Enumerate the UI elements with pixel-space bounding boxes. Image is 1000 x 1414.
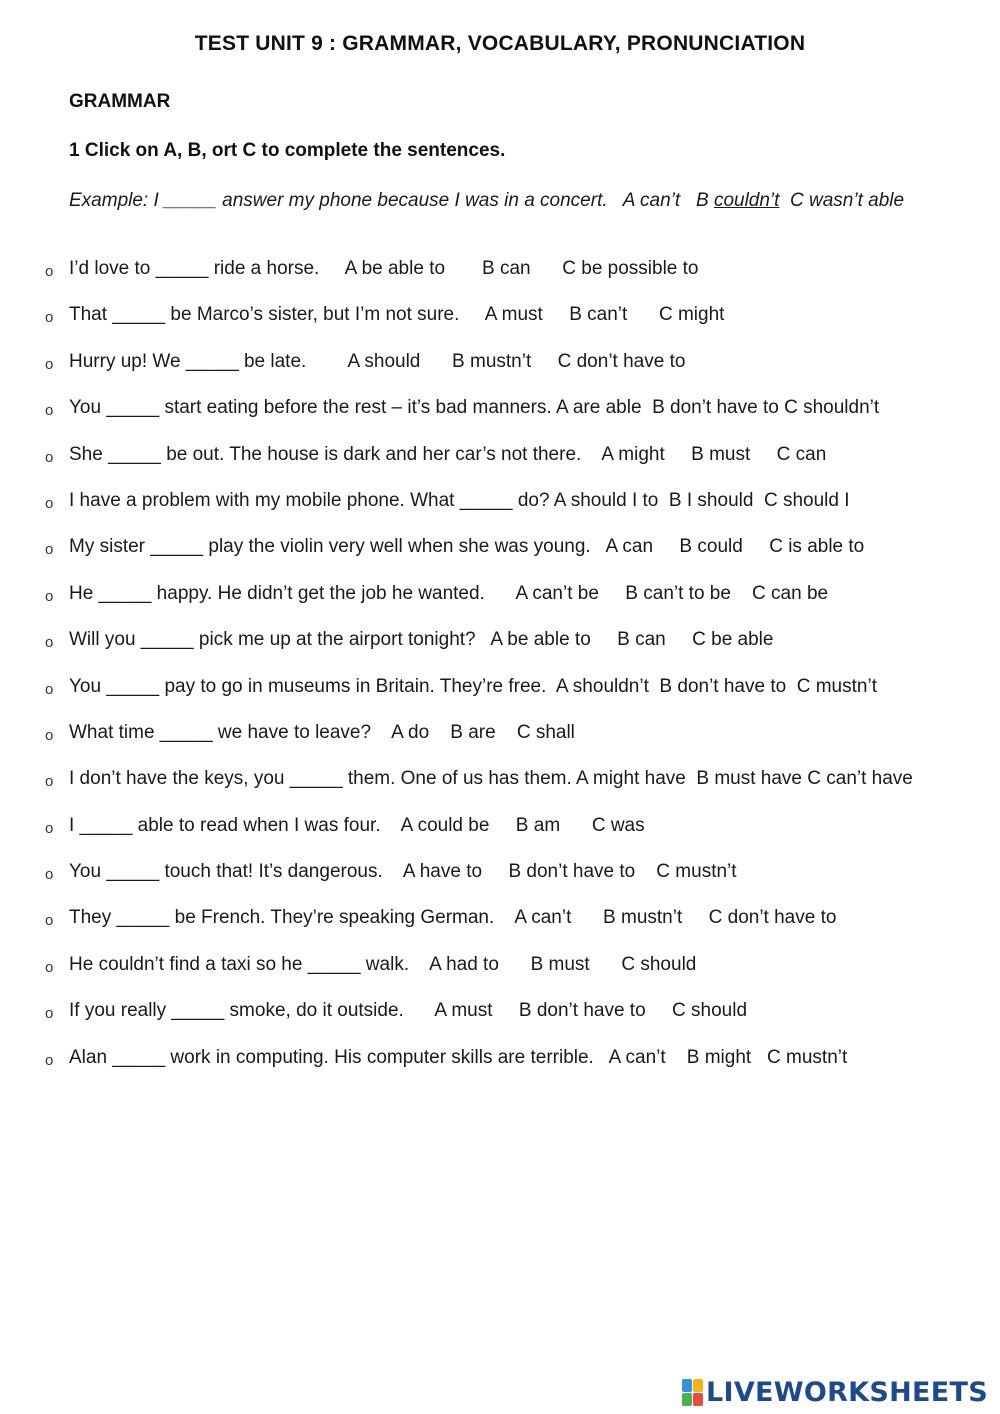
question-item <box>0 490 1000 536</box>
bullet-icon: o <box>45 680 54 698</box>
question-text[interactable]: Alan _____ work in computing. His computer skills are terrible. A can’t B might C mustn’t <box>69 1046 848 1068</box>
question-item <box>0 444 1000 490</box>
question-text[interactable]: I’d love to _____ ride a horse. A be able to B can C be possible to <box>69 258 699 279</box>
question-text[interactable]: I don’t have the keys, you _____ them. One of us has them. A might have B must have C can’t have <box>69 768 913 790</box>
question-item <box>0 907 1000 953</box>
question-item <box>0 351 1000 397</box>
question-text[interactable]: Hurry up! We _____ be late. A should B mustn’t C don’t have to <box>69 350 686 372</box>
bullet-icon: o <box>45 819 54 837</box>
bullet-icon: o <box>45 355 54 373</box>
question-text[interactable]: That _____ be Marco’s sister, but I’m not sure. A must B can’t C might <box>69 304 725 326</box>
bullet-icon: o <box>45 773 54 791</box>
question-item <box>0 815 1000 861</box>
logo-square <box>693 1379 703 1392</box>
bullet-icon: o <box>45 1005 54 1023</box>
question-item <box>0 583 1000 629</box>
question-text[interactable]: She _____ be out. The house is dark and her car’s not there. A might B must C can <box>69 443 827 465</box>
question-item <box>0 536 1000 582</box>
bullet-icon: o <box>45 866 54 884</box>
page-title: TEST UNIT 9 : GRAMMAR, VOCABULARY, PRONUNCIATION <box>194 32 806 55</box>
question-text[interactable]: Will you _____ pick me up at the airport tonight? A be able to B can C be able <box>69 629 774 651</box>
question-text[interactable]: You _____ touch that! It’s dangerous. A have to B don’t have to C mustn’t <box>69 861 737 883</box>
bullet-icon: o <box>45 958 54 976</box>
question-text[interactable]: What time _____ we have to leave? A do B are C shall <box>69 721 575 743</box>
bullet-icon: o <box>45 309 54 327</box>
question-text[interactable]: He couldn’t find a taxi so he _____ walk. A had to B must C should <box>69 953 697 975</box>
example-sentence <box>69 190 904 212</box>
logo-square <box>682 1379 692 1392</box>
question-item <box>0 629 1000 675</box>
example-answer: couldn’t <box>713 190 780 211</box>
question-item <box>0 861 1000 907</box>
exercise-instruction: 1 Click on A, B, ort C to complete the sentences. <box>69 140 506 161</box>
bullet-icon: o <box>45 912 54 930</box>
question-text[interactable]: You _____ start eating before the rest – it’s bad manners. A are able B don’t have to C shouldn’t <box>69 397 880 419</box>
bullet-icon: o <box>45 587 54 605</box>
example-text-end: C wasn’t able <box>779 190 905 211</box>
logo-square <box>693 1393 703 1406</box>
question-text[interactable]: They _____ be French. They’re speaking German. A can’t B mustn’t C don’t have to <box>69 907 837 929</box>
liveworksheets-logo <box>682 1377 988 1408</box>
question-text[interactable]: He _____ happy. He didn’t get the job he wanted. A can’t be B can’t to be C can be <box>69 582 829 604</box>
question-item <box>0 722 1000 768</box>
question-text[interactable]: My sister _____ play the violin very well when she was young. A can B could C is able to <box>69 536 865 558</box>
question-text[interactable]: If you really _____ smoke, do it outside. A must B don’t have to C should <box>69 1000 748 1022</box>
question-text[interactable]: I _____ able to read when I was four. A could be B am C was <box>69 814 645 836</box>
logo-text: LIVEWORKSHEETS <box>705 1377 988 1408</box>
question-text[interactable]: You _____ pay to go in museums in Britain. They’re free. A shouldn’t B don’t have to C mustn’t <box>69 675 877 697</box>
question-item <box>0 304 1000 350</box>
question-item <box>0 768 1000 814</box>
bullet-icon: o <box>45 1051 54 1069</box>
bullet-icon: o <box>45 402 54 420</box>
bullet-icon: o <box>45 448 54 466</box>
bullet-icon: o <box>45 541 54 559</box>
logo-icon <box>682 1379 703 1406</box>
section-heading-grammar: GRAMMAR <box>69 91 171 112</box>
bullet-icon: o <box>45 494 54 512</box>
question-item <box>0 1000 1000 1046</box>
bullet-icon: o <box>45 634 54 652</box>
question-item <box>0 258 1000 304</box>
question-list <box>0 258 1000 1093</box>
question-item <box>0 954 1000 1000</box>
question-text[interactable]: I have a problem with my mobile phone. What _____ do? A should I to B I should C should I <box>69 489 850 511</box>
bullet-icon: o <box>45 726 54 744</box>
question-item <box>0 397 1000 443</box>
question-item <box>0 676 1000 722</box>
bullet-icon: o <box>45 263 54 280</box>
example-text: Example: I _____ answer my phone because I was in a concert. A can’t B <box>69 190 714 211</box>
logo-square <box>682 1393 692 1406</box>
question-item <box>0 1047 1000 1093</box>
